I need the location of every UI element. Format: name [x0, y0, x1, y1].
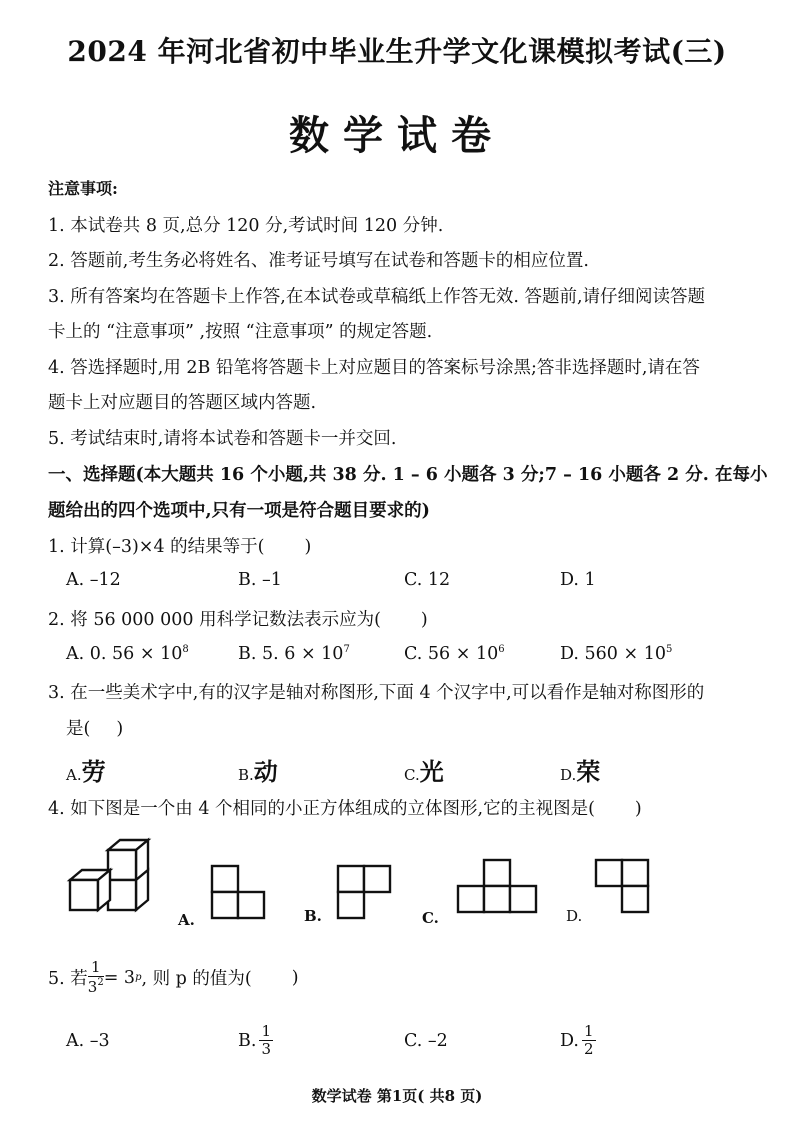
notice-heading: 注意事项: — [48, 179, 118, 198]
q4-stem — [48, 795, 642, 820]
q3-stem-text: 是( — [66, 719, 91, 739]
q3-option-c-letter: C. — [404, 766, 420, 784]
q4-option-b-figure — [336, 864, 392, 920]
q4-option-d-label: D. — [566, 907, 583, 925]
q2-option-d-base: D. 560 × 10 — [560, 644, 666, 664]
section-heading-line2: 题给出的四个选项中,只有一项是符合题目要求的) — [48, 501, 430, 521]
notice-item-4: 4. 答选择题时,用 2B 铅笔将答题卡上对应题目的答案标号涂黑;答非选择题时,请在答 — [48, 358, 700, 378]
q3-option-d — [560, 752, 600, 787]
q3-option-b-char: 动 — [253, 757, 278, 786]
q1-option-d: D. 1 — [560, 570, 596, 590]
q5-option-b-num: 1 — [261, 1022, 271, 1040]
q4-cube-solid-figure — [66, 838, 166, 928]
q3-stem-line2 — [66, 715, 123, 740]
q3-close-paren: ) — [116, 719, 124, 739]
q5-fraction — [88, 960, 104, 995]
q3-option-d-char: 荣 — [576, 757, 601, 786]
q5-equals-exp: p — [135, 972, 142, 983]
q3-option-b-letter: B. — [238, 766, 254, 784]
q2-option-c-base: C. 56 × 10 — [404, 644, 499, 664]
q5-option-d — [560, 1024, 596, 1057]
q5-stem — [48, 960, 299, 995]
q4-option-d-figure — [594, 858, 650, 916]
q5-prefix: 5. 若 — [48, 969, 88, 989]
q4-option-c-figure — [456, 858, 538, 916]
q2-stem-text: 2. 将 56 000 000 用科学记数法表示应为( — [48, 610, 381, 630]
q2-option-c-exp: 6 — [498, 644, 505, 655]
q5-option-b-fraction — [259, 1024, 273, 1057]
q1-close-paren: ) — [304, 537, 312, 557]
q1-option-a: A. –12 — [66, 570, 121, 590]
q2-option-d-exp: 5 — [666, 644, 673, 655]
q5-option-d-num: 1 — [583, 1022, 594, 1040]
q1-stem — [48, 533, 311, 558]
q3-option-b — [238, 752, 278, 787]
notice-item-2: 2. 答题前,考生务必将姓名、准考证号填写在试卷和答题卡的相应位置. — [48, 251, 589, 271]
q3-option-a-char: 劳 — [81, 757, 106, 786]
q5-option-c: C. –2 — [404, 1031, 448, 1051]
q5-option-a: A. –3 — [66, 1031, 110, 1051]
notice-item-3: 3. 所有答案均在答题卡上作答,在本试卷或草稿纸上作答无效. 答题前,请仔细阅读答题 — [48, 287, 706, 307]
q2-option-d — [560, 644, 672, 664]
page-footer: 数学试卷 第1页( 共8 页) — [311, 1087, 483, 1105]
q4-option-c-label: C. — [422, 909, 439, 927]
q4-stem-text: 4. 如下图是一个由 4 个相同的小正方体组成的立体图形,它的主视图是( — [48, 799, 595, 819]
q5-frac-numerator: 1 — [88, 960, 104, 977]
q2-stem — [48, 606, 428, 631]
notice-item-4-cont: 题卡上对应题目的答题区域内答题. — [48, 393, 317, 413]
q5-frac-denominator — [88, 977, 104, 995]
q5-equals: = 3 — [103, 967, 136, 988]
q5-option-b-letter: B. — [238, 1030, 257, 1051]
q3-option-a-letter: A. — [66, 766, 82, 784]
notice-item-5: 5. 考试结束时,请将本试卷和答题卡一并交回. — [48, 429, 397, 449]
q2-option-a — [66, 644, 189, 664]
notice-item-1: 1. 本试卷共 8 页,总分 120 分,考试时间 120 分钟. — [48, 216, 444, 236]
notice-item-3-cont: 卡上的 “注意事项” ,按照 “注意事项” 的规定答题. — [48, 322, 433, 342]
q3-stem-line1: 3. 在一些美术字中,有的汉字是轴对称图形,下面 4 个汉字中,可以看作是轴对称图形的 — [48, 683, 705, 703]
q3-option-a — [66, 752, 106, 787]
q2-option-a-exp: 8 — [182, 644, 189, 655]
q5-option-b — [238, 1024, 273, 1057]
q2-option-a-base: A. 0. 56 × 10 — [66, 644, 183, 664]
section-heading-line1: 一、选择题(本大题共 16 个小题,共 38 分. 1 – 6 小题各 3 分;7 – 16 小题各 2 分. 在每小 — [48, 465, 768, 485]
q1-stem-text: 1. 计算(–3)×4 的结果等于( — [48, 537, 265, 557]
q4-option-b-label: B. — [304, 907, 322, 925]
q5-option-d-den: 2 — [583, 1040, 594, 1058]
q5-frac-den-exp: 2 — [97, 977, 104, 988]
q3-option-c-char: 光 — [419, 757, 444, 786]
q2-close-paren: ) — [420, 610, 428, 630]
q5-option-d-fraction — [582, 1024, 596, 1057]
q2-option-b-exp: 7 — [343, 644, 350, 655]
q4-option-a-figure — [210, 864, 266, 920]
subject-title: 数学试卷 — [289, 112, 505, 159]
q2-option-b-base: B. 5. 6 × 10 — [238, 644, 344, 664]
q5-suffix: , 则 p 的值为( — [141, 969, 252, 989]
q1-option-b: B. –1 — [238, 570, 282, 590]
q3-option-c — [404, 752, 444, 787]
q5-option-b-den: 3 — [261, 1040, 271, 1058]
q5-close-paren: ) — [291, 967, 299, 988]
q5-option-d-letter: D. — [560, 1030, 579, 1051]
exam-title: 2024 年河北省初中毕业生升学文化课模拟考试(三) — [67, 35, 727, 68]
q1-option-c: C. 12 — [404, 570, 451, 590]
q2-option-c — [404, 644, 505, 664]
q2-option-b — [238, 644, 350, 664]
q5-frac-den-base: 3 — [87, 978, 98, 996]
q3-option-d-letter: D. — [560, 766, 577, 784]
q4-option-a-label: A. — [178, 911, 195, 929]
q4-close-paren: ) — [634, 799, 642, 819]
